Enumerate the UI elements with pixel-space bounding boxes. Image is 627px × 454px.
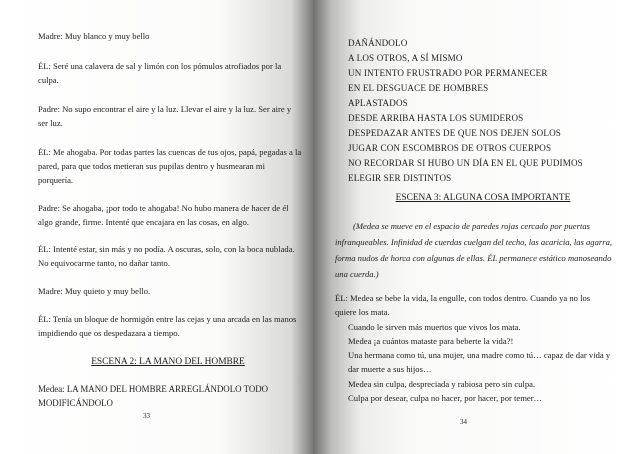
dialogue-line: Culpa por desear, culpa no hacer, por hacer, por temer… [348,393,543,403]
verse-line: ELEGIR SER DISTINTOS [348,173,452,183]
verse-line: UN INTENTO FRUSTRADO POR PERMANECER [348,68,548,78]
dialogue-line: Padre: Se ahogaba, ¡por todo te ahogaba! No hubo manera de hacer de él [38,203,289,213]
dialogue-line: ÉL: Seré una calavera de sal y limón con los pómulos atrofiados por la [38,61,282,71]
verse-line: JUGAR CON ESCOMBROS DE OTROS CUERPOS [348,143,552,153]
dialogue-line: Madre: Muy quieto y muy bello. [38,286,151,296]
dialogue-line: Medea: LA MANO DEL HOMBRE ARREGLÁNDOLO TODO [38,384,269,394]
scene-heading: ESCENA 3: ALGUNA COSA IMPORTANTE [395,193,571,203]
dialogue-line: porquería. [38,175,74,185]
dialogue-line: impidiendo que os despedazara a tiempo. [38,328,180,338]
dialogue-line: Cuando le sirven más muertos que vivos los mata. [348,322,521,332]
verse-line: DESDE ARRIBA HASTA LOS SUMIDEROS [348,113,524,123]
dialogue-line: culpa. [38,75,59,85]
verse-line: NO RECORDAR SI HUBO UN DÍA EN EL QUE PUDIMOS [348,158,583,168]
dialogue-line: Madre: Muy blanco y muy bello [38,31,150,41]
stage-direction-line: infranqueables. Infinidad de cuerdas cuelgan del techo, las acaricia, las agarra, [335,237,613,247]
verse-line: DESPEDAZAR ANTES DE QUE NOS DEJEN SOLOS [348,128,561,138]
verse-line: A LOS OTROS, A SÍ MISMO [348,53,463,63]
dialogue-line: pared, para que todos metieran sus pupilas dentro y husmearan mi [38,161,265,171]
dialogue-line: ÉL: Tenía un bloque de hormigón entre las cejas y una arcada en las manos [38,314,297,324]
dialogue-line: Padre: No supo encontrar el aire y la luz. Llevar el aire y la luz. Ser aire y [38,104,292,114]
dialogue-line: Una hermana como tú, una mujer, una madre como tú… capaz de dar vida y [348,350,611,360]
verse-line: APLASTADOS [348,98,408,108]
verse-line: EN EL DESGUACE DE HOMBRES [348,83,489,93]
page-number: 33 [143,412,150,420]
dialogue-line: quiere los mata. [335,307,390,317]
dialogue-line: dar muerte a sus hijos… [348,364,432,374]
verse-line: DAÑÁNDOLO [348,38,408,48]
scene-heading: ESCENA 2: LA MANO DEL HOMBRE [91,357,245,367]
dialogue-line: ÉL: Medea se bebe la vida, la engulle, con todos dentro. Cuando ya no los [335,293,591,303]
dialogue-line: algo grande, firme. Intenté que encajara en las cosas, en algo. [38,217,249,227]
left-page [0,0,313,454]
stage-direction-line: una cuerda.) [335,269,379,279]
dialogue-line: ÉL: Intenté estar, sin más y no podía. A oscuras, solo, con la boca nublada. [38,244,295,254]
stage-direction-line: (Medea se mueve en el espacio de paredes rojas cercado por puertas [353,221,590,231]
dialogue-line: No equivocarme tanto, no dañar tanto. [38,258,170,268]
dialogue-line: Medea ¡a cuántos mataste para beberte la vida?! [348,336,514,346]
right-page [313,0,627,454]
dialogue-line: ÉL: Me ahogaba. Por todas partes las cuencas de tus ojos, papá, pegadas a la [38,147,302,157]
dialogue-line: ser luz. [38,118,63,128]
stage-direction-line: forma nudos de horca con algunas de ellas. ÉL permanece estático manoseando [335,253,612,263]
dialogue-line: MODIFICÁNDOLO [38,398,113,408]
dialogue-line: Medea sin culpa, despreciada y rabiosa pero sin culpa. [348,379,536,389]
page-number: 34 [460,418,467,426]
